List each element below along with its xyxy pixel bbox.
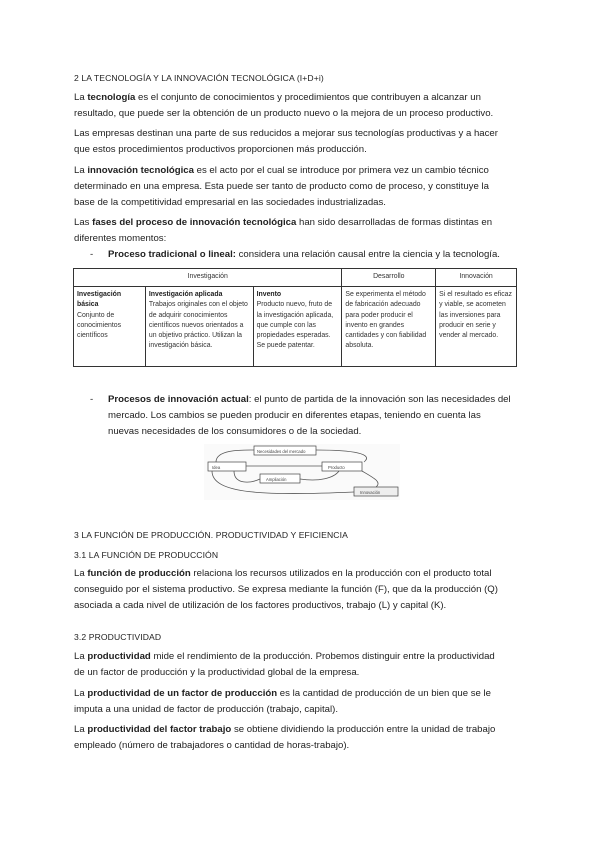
subsection-3-2-heading: 3.2 PRODUCTIVIDAD: [74, 632, 162, 642]
svg-text:Producto: Producto: [328, 464, 345, 470]
svg-text:Necesidades del mercado: Necesidades del mercado: [257, 448, 306, 454]
paragraph-factor-productivity: La productividad de un factor de producción es la cantidad de producción de un bien que se le imputa a una unidad de factor de producción (trabajo, capital).: [74, 688, 491, 715]
innovation-phases-table: [73, 268, 517, 367]
bullet-current-process: Procesos de innovación actual: el punto de partida de la innovación son las necesidades del mercado. Los cambios se pueden producir en diferentes etapas, teniendo en cuenta las nuevas necesidades de los consumidores o de la sociedad.: [108, 394, 511, 437]
svg-text:Innovación: Innovación: [360, 489, 381, 495]
paragraph-productivity: La productividad mide el rendimiento de la producción. Probemos distinguir entre la productividad de un factor de producción y la productividad global de la empresa.: [74, 651, 495, 678]
subsection-3-1-heading: 3.1 LA FUNCIÓN DE PRODUCCIÓN: [74, 550, 219, 560]
svg-text:Idea: Idea: [212, 464, 221, 470]
paragraph-technology: La tecnología es el conjunto de conocimientos y procedimientos que contribuyen a alcanzar un resultado, que puede ser la obtención de un producto nuevo o la mejora de un proceso productivo.: [74, 92, 494, 119]
svg-text:Ampliación: Ampliación: [266, 476, 287, 482]
paragraph-companies: Las empresas destinan una parte de sus reducidos a mejorar sus tecnologías productivas y a hacer que estos procedimientos productivos proporcionen más producción.: [74, 128, 498, 155]
table-cell: Investigación aplicada Trabajos originales con el objeto de adquirir conocimientos científicos nuevos orientados a un objetivo práctico. Utilizan la investigación básica.: [145, 287, 253, 367]
table-cell: Se experimenta el método de fabricación adecuado para poder producir el invento en grandes cantidades y con fiabilidad absoluta.: [342, 287, 436, 367]
table-header-investigacion: Investigación: [74, 269, 342, 287]
table-cell: Si el resultado es eficaz y viable, se acometen las inversiones para producir en serie y vender al mercado.: [436, 287, 517, 367]
table-header-desarrollo: Desarrollo: [342, 269, 436, 287]
innovation-process-diagram: [204, 444, 400, 500]
table-cell: Invento Producto nuevo, fruto de la investigación aplicada, que cumple con las propiedades esperadas. Se puede patentar.: [253, 287, 342, 367]
paragraph-production-function: La función de producción relaciona los recursos utilizados en la producción con el producto total conseguido por el sistema productivo. Se expresa mediante la función (F), que da la producción (Q) asociada a cada nivel de utilización de los factores productivos, trabajo (L) y capital (K).: [74, 568, 498, 611]
section-2-heading: 2 LA TECNOLOGÍA Y LA INNOVACIÓN TECNOLÓGICA (I+D+i): [74, 73, 324, 83]
paragraph-innovation: La innovación tecnológica es el acto por el cual se introduce por primera vez un cambio técnico determinado en una empresa. Esta puede ser tanto de producto como de proceso, y constituye la base de la competitividad empresarial en las sociedades industrializadas.: [74, 165, 489, 208]
section-3-heading: 3 LA FUNCIÓN DE PRODUCCIÓN. PRODUCTIVIDAD Y EFICIENCIA: [74, 530, 348, 540]
paragraph-labor-productivity: La productividad del factor trabajo se obtiene dividiendo la producción entre la unidad de trabajo empleado (número de trabajadores o cantidad de horas-trabajo).: [74, 724, 496, 751]
bullet-dash: -: [90, 394, 94, 405]
table-cell: Investigación básica Conjunto de conocimientos científicos: [74, 287, 146, 367]
bullet-traditional-process: Proceso tradicional o lineal: considera una relación causal entre la ciencia y la tecnología.: [108, 249, 500, 260]
bullet-dash: -: [90, 249, 94, 260]
table-header-innovacion: Innovación: [436, 269, 517, 287]
paragraph-phases: Las fases del proceso de innovación tecnológica han sido desarrolladas de formas distintas en diferentes momentos:: [74, 217, 493, 244]
